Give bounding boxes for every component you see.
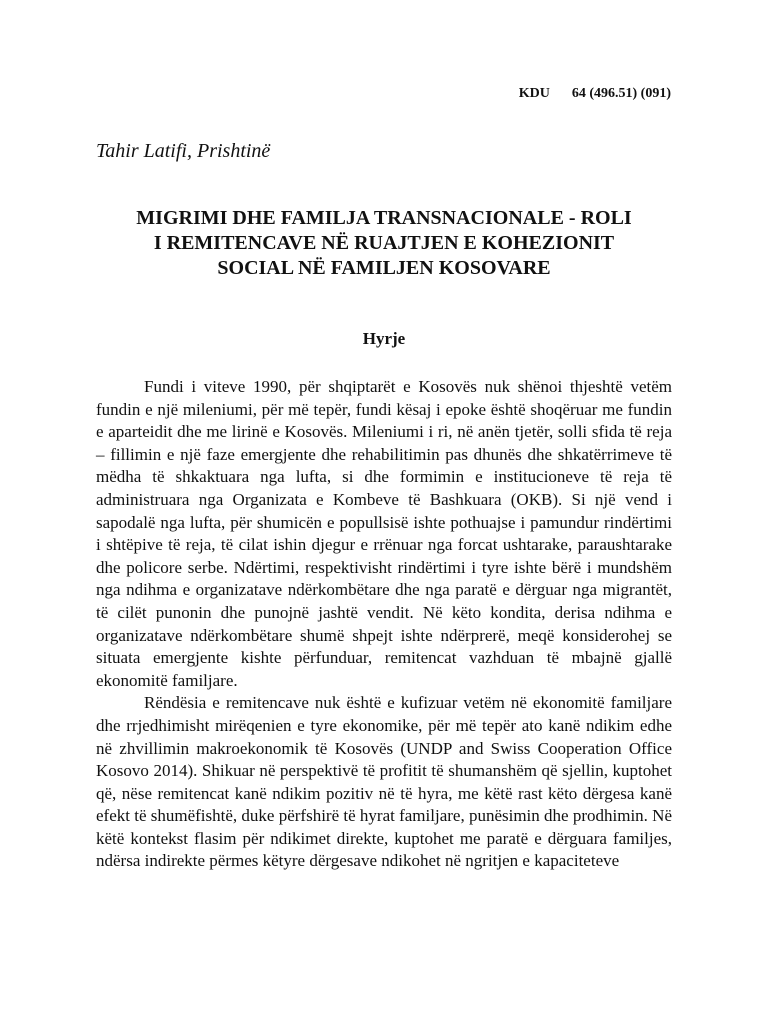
title-line-1: MIGRIMI DHE FAMILJA TRANSNACIONALE - ROLI xyxy=(136,207,632,229)
kdu-label: KDU xyxy=(518,86,550,101)
author-line: Tahir Latifi, Prishtinë xyxy=(96,140,271,162)
title-line-3: SOCIAL NË FAMILJEN KOSOVARE xyxy=(217,257,551,279)
section-heading: Hyrje xyxy=(362,329,406,348)
article-title xyxy=(96,206,672,281)
body-text xyxy=(96,376,672,873)
classification-code xyxy=(519,86,671,102)
kdu-code: 64 (496.51) (091) xyxy=(571,86,671,101)
paragraph: Fundi i viteve 1990, për shqiptarët e Kosovës nuk shënoi thjeshtë vetëm fundin e një mileniumi, për më tepër, fundi kësaj i epoke është shoqëruar me fundin e aparteidit dhe me lirinë e Kosovës. Mileniumi i ri, në anën tjetër, solli sfida të reja – fillimin e një faze emergjente dhe rehabilitimin pas dhunës dhe shkatërrimeve të mëdha të shkaktuara nga lufta, si dhe formimin e institucioneve të reja të administruara nga Organizata e Kombeve të Bashkuara (OKB). Si një vend i sapodalë nga lufta, për shumicën e popullsisë ishte pothuajse i pamundur rindërtimi i shtëpive të reja, të cilat ishin djegur e rrënuar nga forcat ushtarake, paraushtarake dhe policore serbe. Ndërtimi, respektivisht rindërtimi i tyre ishte bërë i mundshëm nga ndihma e organizatave ndërkombëtare dhe nga paratë e dërguar nga migrantët, të cilët punonin dhe punojnë jashtë vendit. Në këto kondita, derisa ndihma e organizatave ndërkombëtare shumë shpejt ishte ndërprerë, meqë konsiderohej se situata emergjente kishte përfunduar, remitencat vazhduan të mbajnë gjallë ekonomitë familjare. xyxy=(96,377,672,690)
title-line-2: I REMITENCAVE NË RUAJTJEN E KOHEZIONIT xyxy=(153,232,615,254)
paragraph: Rëndësia e remitencave nuk është e kufizuar vetëm në ekonomitë familjare dhe rrjedhimisht mirëqenien e tyre ekonomike, për më tepër ato kanë ndikim edhe në zhvillimin makroekonomik të Kosovës (UNDP and Swiss Cooperation Office Kosovo 2014). Shikuar në perspektivë të profitit të shumanshëm që sjellin, kuptohet që, nëse remitencat kanë ndikim pozitiv në të hyra, me këtë rast këto dërgesa kanë efekt të shumëfishtë, duke përfshirë të hyrat familjare, punësimin dhe prodhimin. Në këtë kontekst flasim për ndikimet direkte, kuptohet me paratë e dërguara familjes, ndërsa indirekte përmes këtyre dërgesave ndikohet në ngritjen e kapaciteteve xyxy=(96,693,672,871)
